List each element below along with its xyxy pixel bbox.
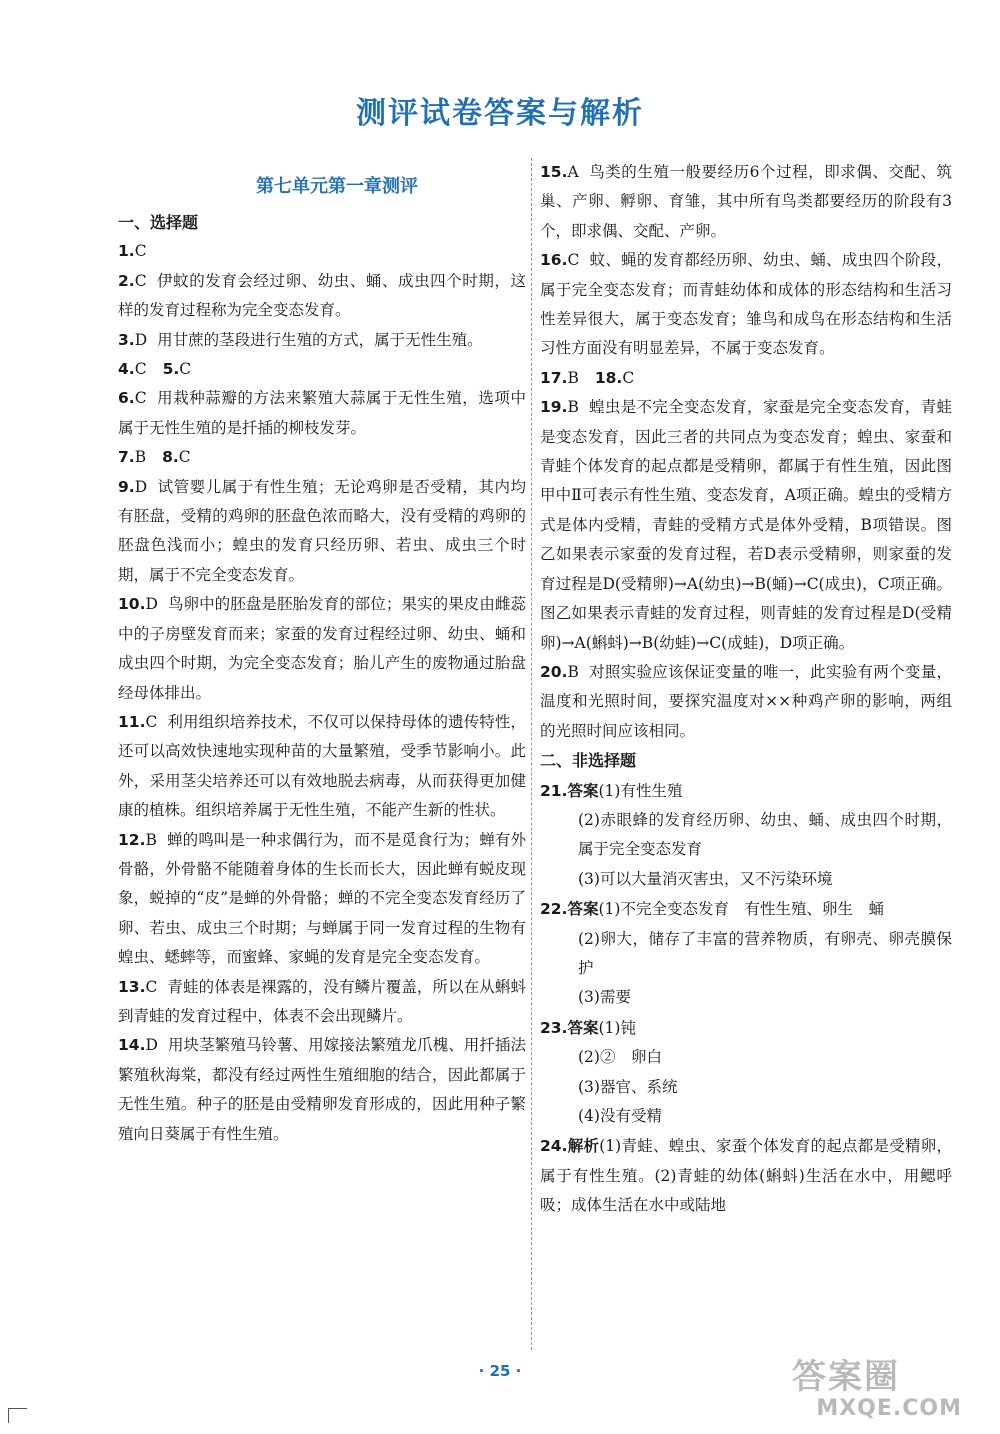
answer-item-11: 11.C 利用组织培养技术，不仅可以保持母体的遗传特性，还可以高效快速地实现种苗的大量繁殖，受季节影响小。此外，采用茎尖培养还可以有效地脱去病毒，从而获得更加健康的植株。组织培养属于无性生殖，不能产生新的性状。	[118, 712, 526, 820]
answer-item-12: 12.B 蝉的鸣叫是一种求偶行为，而不是觅食行为；蝉有外骨骼，外骨骼不能随着身体的生长而长大，因此蝉有蜕皮现象，蜕掉的“皮”是蝉的外骨骼；蝉的不完全变态发育经历了卵、若虫、成虫三个时期；与蝉属于同一发育过程的生物有蝗虫、蟋蟀等，而蜜蜂、家蝇的发育是完全变态发育。	[118, 830, 526, 967]
crop-mark	[8, 1408, 27, 1423]
page-title: 测评试卷答案与解析	[356, 96, 644, 131]
answer-line: (2)② 卵白	[578, 1048, 662, 1067]
explanation-text: 对照实验应该保证变量的唯一，此实验有两个变量，温度和光照时间，要探究温度对××种鸡产卵的影响，两组的光照时间应该相同。	[540, 662, 952, 740]
answer-item-14: 14.D 用块茎繁殖马铃薯、用嫁接法繁殖龙爪槐、用扦插法繁殖秋海棠，都没有经过两性生殖细胞的结合，因此都属于无性生殖。种子的胚是由受精卵发育形成的，因此用种子繁殖向日葵属于有性生殖。	[118, 1036, 526, 1143]
answer-line: (2)卵大，储存了丰富的营养物质，有卵壳、卵壳膜保护	[578, 929, 952, 977]
explanation-text: 鸟类的生殖一般要经历6个过程，即求偶、交配、筑巢、产卵、孵卵、育雏，其中所有鸟类都要经历的阶段有3个，即求偶、交配、产卵。	[540, 163, 952, 240]
answer-item-24: 24.解析(1)青蛙、蝗虫、家蚕个体发育的起点都是受精卵，属于有性生殖。(2)青蛙的幼体(蝌蚪)生活在水中，用鳃呼吸；成体生活在水中或陆地	[540, 1136, 952, 1215]
answer-line: (1)有性生殖	[598, 781, 683, 800]
answer-line: (3)器官、系统	[578, 1077, 678, 1096]
answer-item-3: 3.D 用甘蔗的茎段进行生殖的方式，属于无性生殖。	[118, 330, 483, 349]
answer-item-21: 21.答案(1)有性生殖 (2)赤眼蜂的发育经历卵、幼虫、蛹、成虫四个时期，属于完全变态发育 (3)可以大量消灭害虫，又不污染环境	[540, 776, 952, 895]
explanation-text: 伊蚊的发育会经过卵、幼虫、蛹、成虫四个时期，这样的发育过程称为完全变态发育。	[118, 271, 526, 320]
explanation-text: 用甘蔗的茎段进行生殖的方式，属于无性生殖。	[157, 330, 483, 349]
answer-line: (3)可以大量消灭害虫，又不污染环境	[578, 869, 833, 888]
answer-item-20: 20.B 对照实验应该保证变量的唯一，此实验有两个变量，温度和光照时间，要探究温度对××种鸡产卵的影响，两组的光照时间应该相同。	[540, 662, 952, 740]
page-number: · 25 ·	[478, 1362, 522, 1380]
explanation-text: 试管婴儿属于有性生殖；无论鸡卵是否受精，其内均有胚盘，受精的鸡卵的胚盘色浓而略大，没有受精的鸡卵的胚盘色浅而小；蝗虫的发育只经历卵、若虫、成虫三个时期，属于不完全变态发育。	[118, 477, 526, 584]
answer-item-17-18: 17.B 18.C	[540, 368, 635, 387]
choice-header: 一、选择题	[118, 213, 199, 232]
explanation-text: 用块茎繁殖马铃薯、用嫁接法繁殖龙爪槐、用扦插法繁殖秋海棠，都没有经过两性生殖细胞的结合，因此都属于无性生殖。种子的胚是由受精卵发育形成的，因此用种子繁殖向日葵属于有性生殖。	[118, 1036, 526, 1143]
answer-item-7-8: 7.B 8.C	[118, 448, 191, 467]
answer-item-2: 2.C 伊蚊的发育会经过卵、幼虫、蛹、成虫四个时期，这样的发育过程称为完全变态发育。	[118, 271, 526, 320]
non-choice-header: 二、非选择题	[540, 751, 637, 771]
explanation-text: 蝉的鸣叫是一种求偶行为，而不是觅食行为；蝉有外骨骼，外骨骼不能随着身体的生长而长大，因此蝉有蜕皮现象，蜕掉的“皮”是蝉的外骨骼；蝉的不完全变态发育经历了卵、若虫、成虫三个时期；与蝉属于同一发育过程的生物有蝗虫、蟋蟀等，而蜜蜂、家蝇的发育是完全变态发育。	[118, 830, 526, 967]
section-title: 第七单元第一章测评	[256, 176, 418, 197]
column-divider	[531, 158, 532, 1350]
answer-line: (4)没有受精	[578, 1107, 662, 1125]
explanation-text: 用栽种蒜瓣的方法来繁殖大蒜属于无性生殖，选项中属于无性生殖的是扦插的柳枝发芽。	[118, 389, 526, 437]
answer-item-10: 10.D 鸟卵中的胚盘是胚胎发育的部位；果实的果皮由雌蕊中的子房壁发育而来；家蚕的发育过程经过卵、幼虫、蛹和成虫四个时期，为完全变态发育；胎儿产生的废物通过胎盘经母体排出。	[118, 595, 526, 702]
answer-item-1: 1.C	[118, 242, 147, 261]
answer-item-22: 22.答案(1)不完全变态发育 有性生殖、卵生 蛹 (2)卵大，储存了丰富的营养物质，有卵壳、卵壳膜保护 (3)需要	[540, 894, 952, 1013]
answer-item-16: 16.C 蚊、蝇的发育都经历卵、幼虫、蛹、成虫四个阶段，属于完全变态发育；而青蛙幼体和成体的形态结构和生活习性差异很大，属于变态发育；雏鸟和成鸟在形态结构和生活习性方面没有明显差异，不属于变态发育。	[540, 251, 952, 358]
answer-item-15: 15.A 鸟类的生殖一般要经历6个过程，即求偶、交配、筑巢、产卵、孵卵、育雏，其中所有鸟类都要经历的阶段有3个，即求偶、交配、产卵。	[540, 163, 952, 240]
answer-item-23: 23.答案(1)钝 (2)② 卵白 (3)器官、系统 (4)没有受精	[540, 1013, 952, 1132]
answer-item-19: 19.B 蝗虫是不完全变态发育，家蚕是完全变态发育，青蛙是变态发育，因此三者的共同点为变态发育；蝗虫、家蚕和青蛙个体发育的起点都是受精卵，都属于有性生殖，因此图甲中Ⅱ可表示有性生殖、变态发育，A项正确。蝗虫的受精方式是体内受精，青蛙的受精方式是体外受精，B项错误。图乙如果表示家蚕的发育过程，若D表示受精卵，则家蚕的发育过程是D(受精卵)→A(幼虫)→B(蛹)→C(成虫)，C项正确。图乙如果表示青蛙的发育过程，则青蛙的发育过程是D(受精卵)→A(蝌蚪)→B(幼蛙)→C(成蛙)，D项正确。	[540, 398, 952, 652]
right-column	[540, 158, 952, 1221]
answer-item-9: 9.D 试管婴儿属于有性生殖；无论鸡卵是否受精，其内均有胚盘，受精的鸡卵的胚盘色浓而略大，没有受精的鸡卵的胚盘色浅而小；蝗虫的发育只经历卵、若虫、成虫三个时期，属于不完全变态发育。	[118, 477, 526, 584]
explanation-text: 蝗虫是不完全变态发育，家蚕是完全变态发育，青蛙是变态发育，因此三者的共同点为变态发育；蝗虫、家蚕和青蛙个体发育的起点都是受精卵，都属于有性生殖，因此图甲中Ⅱ可表示有性生殖、变态发育，A项正确。蝗虫的受精方式是体内受精，青蛙的受精方式是体外受精，B项错误。图乙如果表示家蚕的发育过程，若D表示受精卵，则家蚕的发育过程是D(受精卵)→A(幼虫)→B(蛹)→C(成虫)，C项正确。图乙如果表示青蛙的发育过程，则青蛙的发育过程是D(受精卵)→A(蝌蚪)→B(幼蛙)→C(成蛙)，D项正确。	[540, 398, 952, 652]
answer-line: (1)钝	[598, 1018, 636, 1037]
answer-item-4-5: 4.C 5.C	[118, 360, 192, 379]
explanation-text: (1)青蛙、蝗虫、家蚕个体发育的起点都是受精卵，属于有性生殖。(2)青蛙的幼体(蝌蚪)生活在水中，用鳃呼吸；成体生活在水中或陆地	[540, 1137, 952, 1215]
answer-line: (1)不完全变态发育 有性生殖、卵生 蛹	[598, 900, 884, 919]
answer-item-13: 13.C 青蛙的体表是裸露的，没有鳞片覆盖，所以在从蝌蚪到青蛙的发育过程中，体表不会出现鳞片。	[118, 977, 526, 1025]
watermark-logo: 答案圈 MXQE.COM	[792, 1357, 962, 1421]
left-column	[118, 158, 526, 1149]
answer-item-6: 6.C 用栽种蒜瓣的方法来繁殖大蒜属于无性生殖，选项中属于无性生殖的是扦插的柳枝发芽。	[118, 389, 526, 437]
explanation-text: 蚊、蝇的发育都经历卵、幼虫、蛹、成虫四个阶段，属于完全变态发育；而青蛙幼体和成体的形态结构和生活习性差异很大，属于变态发育；雏鸟和成鸟在形态结构和生活习性方面没有明显差异，不属于变态发育。	[540, 251, 952, 358]
answer-line: (2)赤眼蜂的发育经历卵、幼虫、蛹、成虫四个时期，属于完全变态发育	[578, 810, 952, 859]
explanation-text: 鸟卵中的胚盘是胚胎发育的部位；果实的果皮由雌蕊中的子房壁发育而来；家蚕的发育过程经过卵、幼虫、蛹和成虫四个时期，为完全变态发育；胎儿产生的废物通过胎盘经母体排出。	[118, 595, 526, 702]
explanation-text: 利用组织培养技术，不仅可以保持母体的遗传特性，还可以高效快速地实现种苗的大量繁殖，受季节影响小。此外，采用茎尖培养还可以有效地脱去病毒，从而获得更加健康的植株。组织培养属于无性生殖，不能产生新的性状。	[118, 712, 526, 820]
answer-line: (3)需要	[578, 988, 631, 1007]
explanation-text: 青蛙的体表是裸露的，没有鳞片覆盖，所以在从蝌蚪到青蛙的发育过程中，体表不会出现鳞片。	[118, 977, 526, 1025]
